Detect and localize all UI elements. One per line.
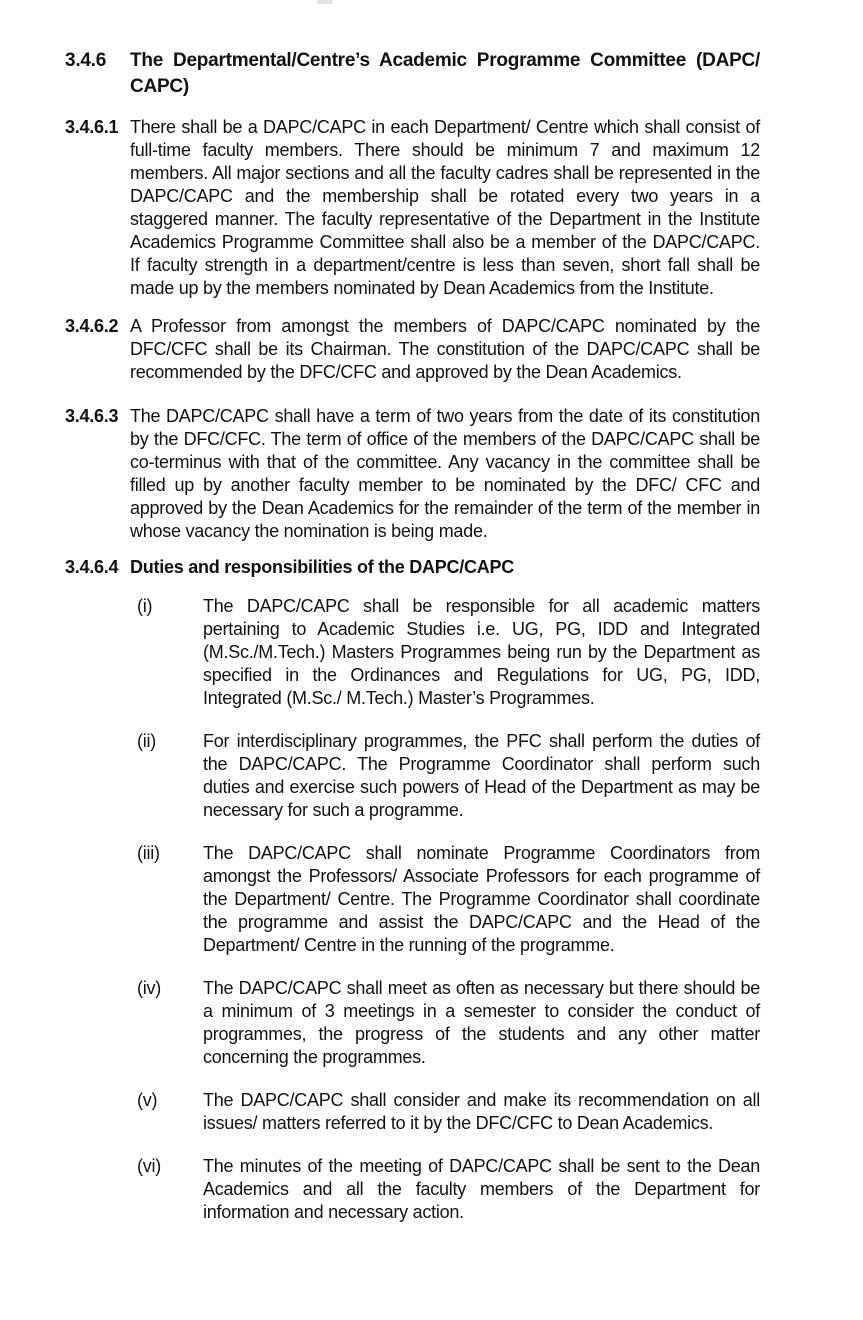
list-item-v [137, 1089, 760, 1135]
paragraph-number: 3.4.6.2 [65, 316, 119, 336]
list-item-ii [137, 730, 760, 822]
list-marker: (v) [137, 1090, 158, 1110]
list-item-text: The DAPC/CAPC shall meet as often as necessary but there should be a minimum of 3 meetings in a semester to consider the conduct of programmes, the progress of the students and any other matter concerning the programmes. [203, 978, 760, 1067]
section-heading-text: The Departmental/Centre’s Academic Programme Committee (DAPC/ CAPC) [130, 50, 760, 97]
list-marker: (iv) [137, 978, 161, 998]
paragraph-3-4-6-3 [65, 405, 760, 543]
list-item-i [137, 595, 760, 710]
paragraph-text: There shall be a DAPC/CAPC in each Department/ Centre which shall consist of full-time faculty members. There should be minimum 7 and maximum 12 members. All major sections and all the faculty cadres shall be represented in the DAPC/CAPC and the membership shall be rotated every two years in a staggered manner. The faculty representative of the Department in the Institute Academics Programme Committee shall also be a member of the DAPC/CAPC. If faculty strength in a department/centre is less than seven, short fall shall be made up by the members nominated by Dean Academics from the Institute. [130, 117, 760, 298]
section-heading [65, 48, 760, 100]
paragraph-number: 3.4.6.1 [65, 117, 119, 137]
list-item-text: The minutes of the meeting of DAPC/CAPC shall be sent to the Dean Academics and all the faculty members of the Department for information and necessary action. [203, 1156, 760, 1222]
subsection-heading [65, 555, 760, 579]
duties-list [137, 595, 760, 1224]
paragraph-text: The DAPC/CAPC shall have a term of two years from the date of its constitution by the DFC/CFC. The term of office of the members of the DAPC/CAPC shall be co-terminus with that of the committee. Any vacancy in the committee shall be filled up by another faculty member to be nominated by the DFC/ CFC and approved by the Dean Academics for the remainder of the term of the member in whose vacancy the nomination is being made. [130, 406, 760, 541]
section-number: 3.4.6 [65, 50, 107, 71]
list-item-text: The DAPC/CAPC shall be responsible for all academic matters pertaining to Academic Studies i.e. UG, PG, IDD and Integrated (M.Sc./M.Tech.) Masters Programmes being run by the Department as specified in the Ordinances and Regulations for UG, PG, IDD, Integrated (M.Sc./ M.Tech.) Master’s Programmes. [203, 596, 760, 708]
list-item-text: The DAPC/CAPC shall consider and make its recommendation on all issues/ matters referred to it by the DFC/CFC to Dean Academics. [203, 1090, 760, 1133]
paragraph-number: 3.4.6.3 [65, 406, 119, 426]
list-marker: (vi) [137, 1156, 161, 1176]
list-item-iv [137, 977, 760, 1069]
subsection-heading-text: Duties and responsibilities of the DAPC/CAPC [130, 557, 515, 577]
list-item-iii [137, 842, 760, 957]
list-item-text: For interdisciplinary programmes, the PFC shall perform the duties of the DAPC/CAPC. The Programme Coordinator shall perform such duties and exercise such powers of Head of the Department as may be necessary for such a programme. [203, 731, 760, 820]
list-item-text: The DAPC/CAPC shall nominate Programme Coordinators from amongst the Professors/ Associate Professors for each programme of the Department/ Centre. The Programme Coordinator shall coordinate the programme and assist the DAPC/CAPC and the Head of the Department/ Centre in the running of the programme. [203, 843, 760, 955]
list-marker: (i) [137, 596, 153, 616]
paragraph-3-4-6-1 [65, 116, 760, 300]
document-content [65, 48, 760, 1224]
subsection-number: 3.4.6.4 [65, 557, 119, 577]
scan-artifact [317, 0, 333, 4]
list-item-vi [137, 1155, 760, 1224]
paragraph-3-4-6-2 [65, 315, 760, 384]
list-marker: (iii) [137, 843, 160, 863]
paragraph-text: A Professor from amongst the members of DAPC/CAPC nominated by the DFC/CFC shall be its Chairman. The constitution of the DAPC/CAPC shall be recommended by the DFC/CFC and approved by the Dean Academics. [130, 316, 760, 382]
list-marker: (ii) [137, 731, 156, 751]
